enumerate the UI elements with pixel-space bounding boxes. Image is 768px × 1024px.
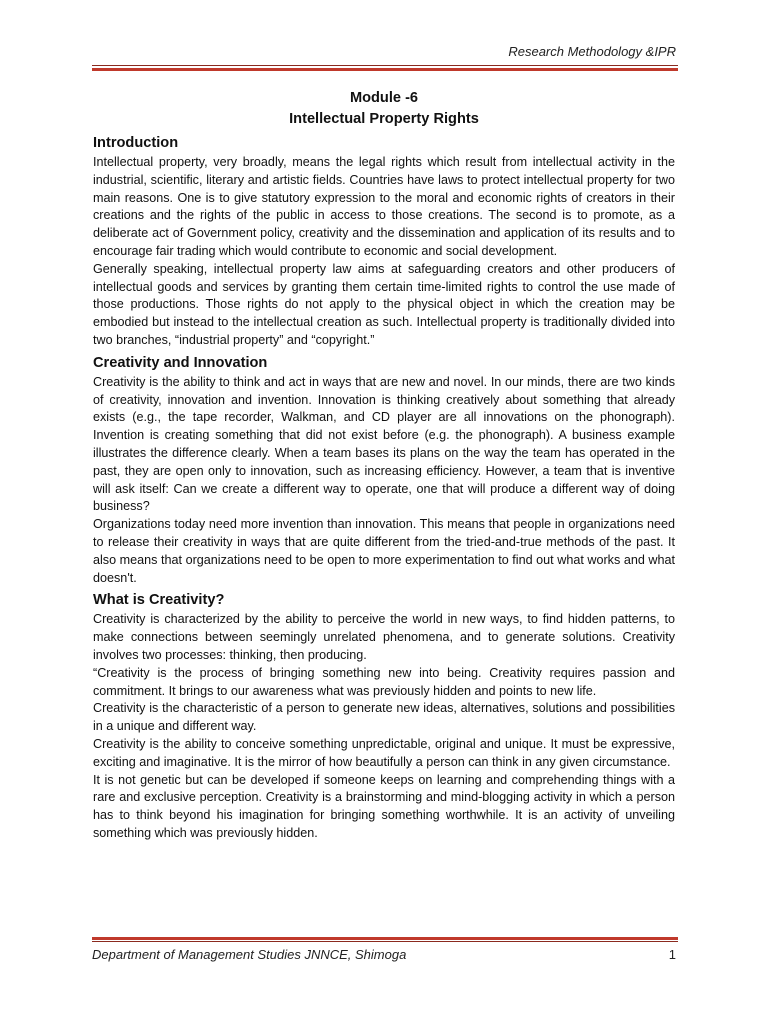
footer-rule-thick [92,937,678,940]
paragraph: Organizations today need more invention than innovation. This means that people in organizations need to release their creativity in ways that are quite different from the tried-and-true methods of the past. It also means that organizations need to be open to more experimentation to find out what works and what doesn't. [93,517,675,585]
header-rule-thick [92,68,678,71]
paragraph: Generally speaking, intellectual property law aims at safeguarding creators and other producers of intellectual goods and services by granting them certain time-limited rights to control the use made of those productions. Those rights do not apply to the physical object in which the creation may be embodied but instead to the intellectual creation as such. Intellectual property is traditionally divided into two branches, “industrial property” and “copyright.” [93,261,675,347]
header-rule-thin [92,65,678,66]
paragraph: Creativity is the characteristic of a person to generate new ideas, alternatives, solutions and possibilities in a unique and different way. [93,701,675,734]
paragraph: Creativity is characterized by the ability to perceive the world in new ways, to find hidden patterns, to make connections between seemingly unrelated phenomena, and to generate solutions. Creativity involves two processes: thinking, then producing. [93,612,675,662]
section-heading-creativity-innovation: Creativity and Innovation [93,354,268,371]
section-heading-introduction: Introduction [93,135,179,151]
module-number: Module -6 [349,90,419,106]
footer-department: Department of Management Studies JNNCE, Shimoga [92,947,407,962]
page-body [93,88,675,843]
footer-rule-thin [92,941,678,942]
paragraph: Intellectual property, very broadly, means the legal rights which result from intellectual activity in the industrial, scientific, literary and artistic fields. Countries have laws to protect intellectual property for two main reasons. One is to give statutory expression to the moral and economic rights of creators in their creations and the rights of the public in access to those creations. The second is to promote, as a deliberate act of Government policy, creativity and the dissemination and application of its results and to encourage fair trading which would contribute to economic and social development. [93,155,675,258]
page-number: 1 [668,947,676,962]
paragraph: Creativity is the ability to conceive something unpredictable, original and unique. It must be expressive, exciting and imaginative. It is the mirror of how beautifully a person can think in any given circumstance. [93,736,675,769]
header-title: Research Methodology &IPR [508,44,676,59]
paragraph: “Creativity is the process of bringing something new into being. Creativity requires passion and commitment. It brings to our awareness what was previously hidden and points to new life. [93,665,675,698]
section-heading-what-is-creativity: What is Creativity? [93,592,225,609]
paragraph: It is not genetic but can be developed if someone keeps on learning and comprehending things with a rare and exclusive perception. Creativity is a brainstorming and mind-blogging activity in which a person has to think beyond his imagination for bringing something worthwhile. It is an activity of unveiling something which was previously hidden. [93,772,675,840]
paragraph: Creativity is the ability to think and act in ways that are new and novel. In our minds, there are two kinds of creativity, innovation and invention. Innovation is thinking creatively about something that already exists (e.g., the tape recorder, Walkman, and CD player are all innovations on the phonograph). Invention is creating something that did not exist before (e.g. the phonograph). A business example illustrates the difference clearly. When a team bases its plans on the way the team has operated in the past, they are open only to innovation, such as increasing efficiency. However, a team that is inventive will ask itself: Can we create a different way to operate, one that will produce a different way of doing business? [93,374,675,514]
module-title: Intellectual Property Rights [289,111,479,127]
